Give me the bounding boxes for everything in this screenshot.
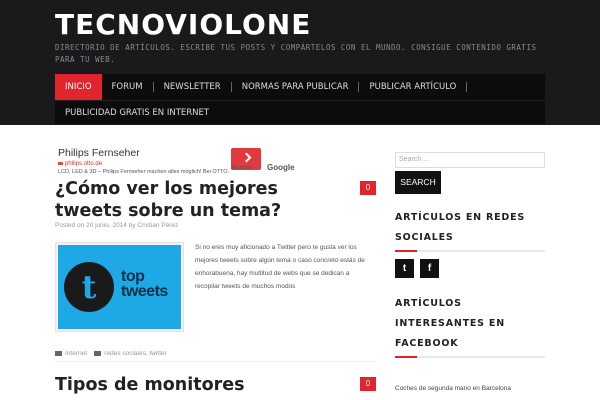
site-header xyxy=(0,0,600,125)
post-divider xyxy=(55,361,375,362)
post-category-link[interactable]: Internet xyxy=(65,350,88,357)
nav-separator xyxy=(466,82,467,92)
ad-brand: Google xyxy=(267,163,295,172)
post-thumbnail[interactable] xyxy=(55,242,184,332)
ad-label: Anuncios xyxy=(231,165,252,171)
post-excerpt: Si no eres muy aficionado a Twitter pero te gusta ver los mejores tweets sobre algún tema o caso concreto estás de enhorabuena, hay multitud de webs que se dedican a recopilar tweets de muchos modos xyxy=(195,244,365,290)
thumbnail-caption xyxy=(121,269,168,299)
widget-title-redes-sociales: ARTÍCULOS EN REDES SOCIALES xyxy=(395,212,526,243)
nav-item-newsletter[interactable]: NEWSLETTER xyxy=(163,82,221,92)
folder-icon xyxy=(55,351,62,356)
comment-count-badge[interactable]: 0 xyxy=(360,181,376,195)
tag-icon xyxy=(94,351,101,356)
site-title[interactable]: TECNOVIOLONE xyxy=(55,8,312,41)
main-nav xyxy=(55,74,545,124)
twitter-icon[interactable]: t xyxy=(395,259,414,278)
nav-item-publicidad[interactable]: PUBLICIDAD GRATIS EN INTERNET xyxy=(65,108,210,118)
nav-item-publicar[interactable]: PUBLICAR ARTÍCULO xyxy=(369,82,457,92)
twitter-logo-glyph: t xyxy=(81,268,97,306)
post-taxonomy xyxy=(55,350,167,357)
widget-title-underline xyxy=(395,250,545,252)
comment-count-badge[interactable]: 0 xyxy=(360,377,376,391)
search-button[interactable]: SEARCH xyxy=(395,171,441,194)
post-meta: Posted on 20 junio, 2014 by Cristian Pérez xyxy=(55,222,179,229)
thumbnail-caption-line1: top xyxy=(121,268,145,285)
nav-item-inicio[interactable]: INICIO xyxy=(55,74,102,100)
nav-item-forum[interactable]: FORUM xyxy=(111,82,143,92)
facebook-icon[interactable]: f xyxy=(420,259,439,278)
thumbnail-caption-line2: tweets xyxy=(121,283,168,300)
ad-url[interactable] xyxy=(58,161,102,167)
ad-url-text: philips.otto.de xyxy=(65,161,103,167)
post-title[interactable]: Tipos de monitores xyxy=(55,375,245,395)
ad-description: LCD, LED & 3D – Philips Fernseher machen alles möglich! Bei OTTO. xyxy=(58,169,230,175)
post-title[interactable]: ¿Cómo ver los mejores tweets sobre un tema? xyxy=(55,179,282,221)
sidebar-link[interactable]: Coches de segunda mano en Barcelona xyxy=(395,385,511,392)
widget-title-underline xyxy=(395,356,545,358)
thumbnail-image xyxy=(58,245,181,329)
ad-marker-icon xyxy=(58,162,63,165)
post-tags-links[interactable]: redes sociales, twitter xyxy=(104,350,167,357)
search-input[interactable]: Search ... xyxy=(395,152,545,168)
widget-title-facebook: ARTÍCULOS INTERESANTES EN FACEBOOK xyxy=(395,298,505,349)
ad-title[interactable]: Philips Fernseher xyxy=(58,147,140,159)
site-tagline: DIRECTORIO DE ARTÍCULOS. ESCRIBE TUS POSTS Y COMPÁRTELOS CON EL MUNDO. CONSIGUE CONTENIDO GRATIS PARA TU WEB. xyxy=(55,43,537,64)
ad-block[interactable] xyxy=(55,144,295,176)
nav-item-normas[interactable]: NORMAS PARA PUBLICAR xyxy=(241,82,349,92)
